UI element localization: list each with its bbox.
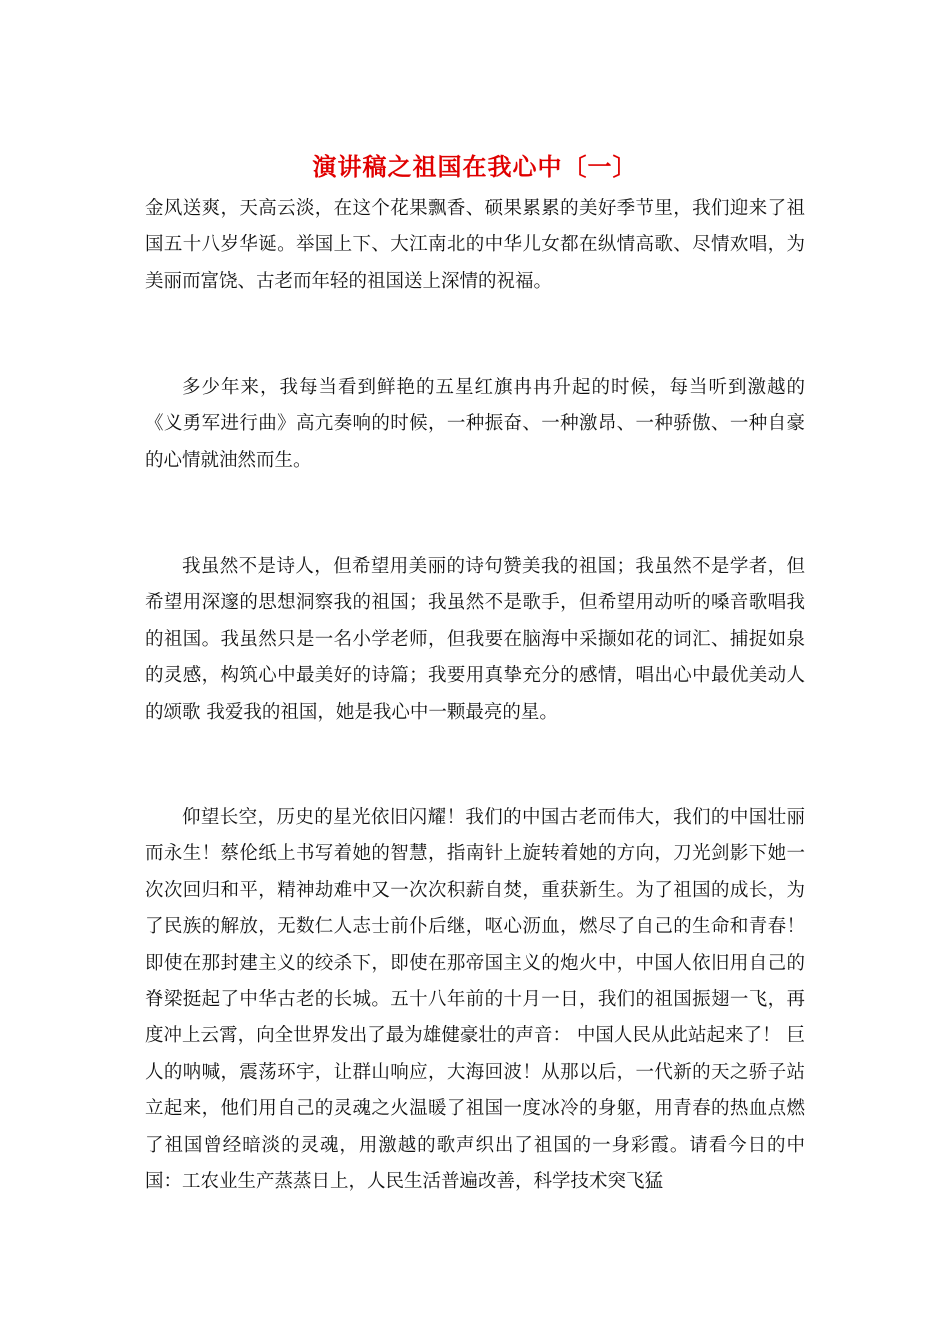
- document-title: 演讲稿之祖国在我心中〔一〕: [312, 152, 638, 181]
- paragraph-4: 仰望长空，历史的星光依旧闪耀！我们的中国古老而伟大，我们的中国壮丽而永生！蔡伦纸上书写着她的智慧，指南针上旋转着她的方向，刀光剑影下她一次次回归和平，精神劫难中又一次次积薪自焚，重获新生。为了祖国的成长，为了民族的解放，无数仁人志士前仆后继，呕心沥血，燃尽了自己的生命和青春！即使在那封建主义的绞杀下，即使在那帝国主义的炮火中，中国人依旧用自己的脊梁挺起了中华古老的长城。五十八年前的十月一日，我们的祖国振翅一飞，再度冲上云霄，向全世界发出了最为雄健豪壮的声音： 中国人民从此站起来了！ 巨人的呐喊，震荡环宇，让群山响应，大海回波！从那以后，一代新的天之骄子站立起来，他们用自己的灵魂之火温暖了祖国一度冰冷的身躯，用青春的热血点燃了祖国曾经暗淡的灵魂，用激越的歌声织出了祖国的一身彩霞。请看今日的中国：工农业生产蒸蒸日上，人民生活普遍改善，科学技术突飞猛: [145, 807, 805, 1193]
- paragraph-1: 金风送爽，天高云淡，在这个花果飘香、硕果累累的美好季节里，我们迎来了祖国五十八岁华诞。举国上下、大江南北的中华儿女都在纵情高歌、尽情欢唱，为美丽而富饶、古老而年轻的祖国送上深情的祝福。: [145, 198, 805, 292]
- paragraph-3: 我虽然不是诗人，但希望用美丽的诗句赞美我的祖国；我虽然不是学者，但希望用深邃的思想洞察我的祖国；我虽然不是歌手，但希望用动听的嗓音歌唱我的祖国。我虽然只是一名小学老师，但我要在脑海中采撷如花的词汇、捕捉如泉的灵感，构筑心中最美好的诗篇；我要用真挚充分的感情，唱出心中最优美动人的颂歌 我爱我的祖国，她是我心中一颗最亮的星。: [145, 556, 805, 723]
- paragraph-2: 多少年来，我每当看到鲜艳的五星红旗冉冉升起的时候，每当听到激越的《义勇军进行曲》高亢奏响的时候，一种振奋、一种激昂、一种骄傲、一种自豪的心情就油然而生。: [145, 377, 805, 471]
